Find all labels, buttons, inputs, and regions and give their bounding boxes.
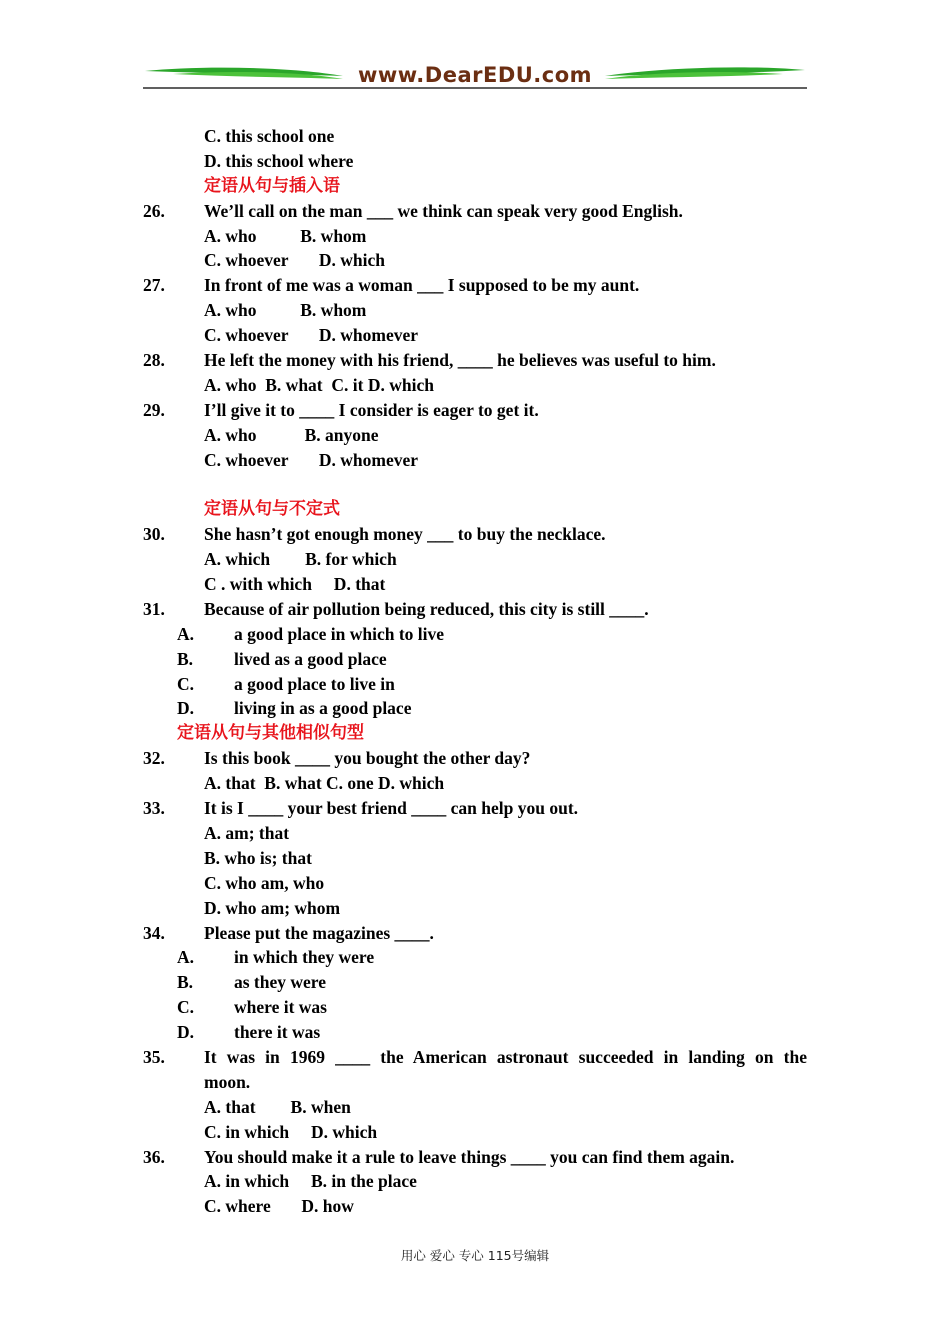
- question-number: 35.: [143, 1046, 165, 1067]
- question-number: 28.: [143, 350, 165, 371]
- option-text: as they were: [234, 972, 327, 993]
- option-line: [0, 696, 950, 721]
- question-number: 31.: [143, 598, 165, 619]
- option-text: C. this school one: [204, 126, 335, 146]
- option-text: A. which B. for which: [204, 549, 397, 570]
- option-text: C . with which D. that: [204, 574, 386, 595]
- option-text: C. who am, who: [204, 872, 325, 893]
- option-line: [0, 871, 950, 896]
- question-stem: Because of air pollution being reduced, this city is still ____.: [204, 598, 649, 619]
- option-line: [0, 224, 950, 249]
- section-title: 定语从句与插入语: [204, 175, 340, 196]
- question-31: [0, 597, 950, 622]
- question-32: [0, 746, 950, 771]
- question-33: [0, 796, 950, 821]
- option-letter: D.: [177, 1022, 195, 1043]
- option-letter: A.: [177, 623, 195, 644]
- option-text: a good place in which to live: [234, 623, 445, 644]
- question-29: [0, 398, 950, 423]
- option-line: [0, 298, 950, 323]
- question-35: [0, 1045, 950, 1070]
- question-36: [0, 1145, 950, 1170]
- option-line: [0, 771, 950, 796]
- option-line: [0, 995, 950, 1020]
- option-letter: B.: [177, 972, 194, 993]
- question-34: [0, 921, 950, 946]
- section-heading: [0, 497, 950, 522]
- section-title: 定语从句与其他相似句型: [177, 723, 364, 744]
- option-text: a good place to live in: [234, 673, 395, 694]
- option-line: [0, 970, 950, 995]
- option-line: [0, 124, 950, 149]
- option-line: [0, 1020, 950, 1045]
- section-heading: [0, 721, 950, 746]
- option-line: [0, 896, 950, 921]
- option-line: [0, 672, 950, 697]
- question-stem: You should make it a rule to leave things ____ you can find them again.: [204, 1146, 735, 1167]
- option-text: A. who B. whom: [204, 225, 367, 246]
- question-continuation: [0, 1070, 950, 1095]
- question-number: 34.: [143, 922, 165, 943]
- option-text: C. whoever D. whomever: [204, 325, 419, 346]
- option-line: [0, 373, 950, 398]
- question-number: 32.: [143, 748, 165, 769]
- question-27: [0, 273, 950, 298]
- question-stem: Is this book ____ you bought the other day?: [204, 748, 531, 769]
- option-line: [0, 448, 950, 473]
- question-stem: I’ll give it to ____ I consider is eager to get it.: [204, 399, 539, 420]
- option-line: [0, 1194, 950, 1219]
- option-letter: C.: [177, 997, 195, 1018]
- option-line: [0, 572, 950, 597]
- question-stem: Please put the magazines ____.: [204, 922, 434, 943]
- page-header: [143, 62, 807, 92]
- option-text: D. this school where: [204, 150, 354, 171]
- question-stem: It is I ____ your best friend ____ can help you out.: [204, 798, 579, 819]
- question-28: [0, 348, 950, 373]
- page-footer: 用心 爱心 专心 115号编辑: [400, 1248, 550, 1263]
- spacer: [0, 472, 950, 497]
- option-text: there it was: [234, 1022, 321, 1043]
- option-text: A. who B. what C. it D. which: [204, 374, 434, 395]
- option-line: [0, 647, 950, 672]
- option-text: C. in which D. which: [204, 1121, 378, 1142]
- option-letter: A.: [177, 947, 195, 968]
- question-26: [0, 199, 950, 224]
- option-line: [0, 149, 950, 174]
- question-number: 29.: [143, 399, 165, 420]
- option-text: B. who is; that: [204, 847, 312, 868]
- option-text: in which they were: [234, 947, 375, 968]
- question-stem: In front of me was a woman ___ I supposed to be my aunt.: [204, 275, 640, 296]
- question-stem: She hasn’t got enough money ___ to buy the necklace.: [204, 524, 606, 545]
- option-line: [0, 423, 950, 448]
- option-line: [0, 846, 950, 871]
- question-stem: He left the money with his friend, ____ he believes was useful to him.: [204, 350, 716, 371]
- question-stem-continued: moon.: [204, 1071, 251, 1092]
- option-text: A. who B. anyone: [204, 424, 379, 445]
- option-letter: B.: [177, 648, 194, 669]
- question-list: [0, 124, 950, 1219]
- option-text: A. am; that: [204, 822, 290, 843]
- option-text: C. where D. how: [204, 1196, 354, 1217]
- option-text: D. who am; whom: [204, 897, 341, 918]
- option-line: [0, 1169, 950, 1194]
- question-number: 36.: [143, 1146, 165, 1167]
- option-line: [0, 622, 950, 647]
- option-letter: D.: [177, 698, 195, 719]
- option-line: [0, 821, 950, 846]
- site-url-logo: www.DearEDU.com: [357, 63, 593, 87]
- option-text: A. who B. whom: [204, 300, 367, 321]
- option-letter: C.: [177, 673, 195, 694]
- option-text: A. that B. what C. one D. which: [204, 773, 445, 794]
- option-line: [0, 1120, 950, 1145]
- option-line: [0, 945, 950, 970]
- option-line: [0, 1095, 950, 1120]
- option-text: lived as a good place: [234, 648, 387, 669]
- option-line: [0, 248, 950, 273]
- option-text: living in as a good place: [234, 698, 412, 719]
- option-text: C. whoever D. whomever: [204, 449, 419, 470]
- question-stem: It was in 1969 ____ the American astronaut succeeded in landing on the: [204, 1046, 807, 1067]
- section-heading: [0, 174, 950, 199]
- option-text: A. that B. when: [204, 1096, 351, 1117]
- question-number: 27.: [143, 275, 165, 296]
- option-text: C. whoever D. which: [204, 250, 385, 271]
- question-30: [0, 522, 950, 547]
- question-stem: We’ll call on the man ___ we think can speak very good English.: [204, 200, 683, 221]
- option-text: A. in which B. in the place: [204, 1171, 417, 1192]
- question-number: 33.: [143, 798, 165, 819]
- option-text: where it was: [234, 997, 327, 1018]
- question-number: 30.: [143, 524, 165, 545]
- question-number: 26.: [143, 200, 165, 221]
- option-line: [0, 323, 950, 348]
- option-line: [0, 547, 950, 572]
- section-title: 定语从句与不定式: [204, 499, 340, 520]
